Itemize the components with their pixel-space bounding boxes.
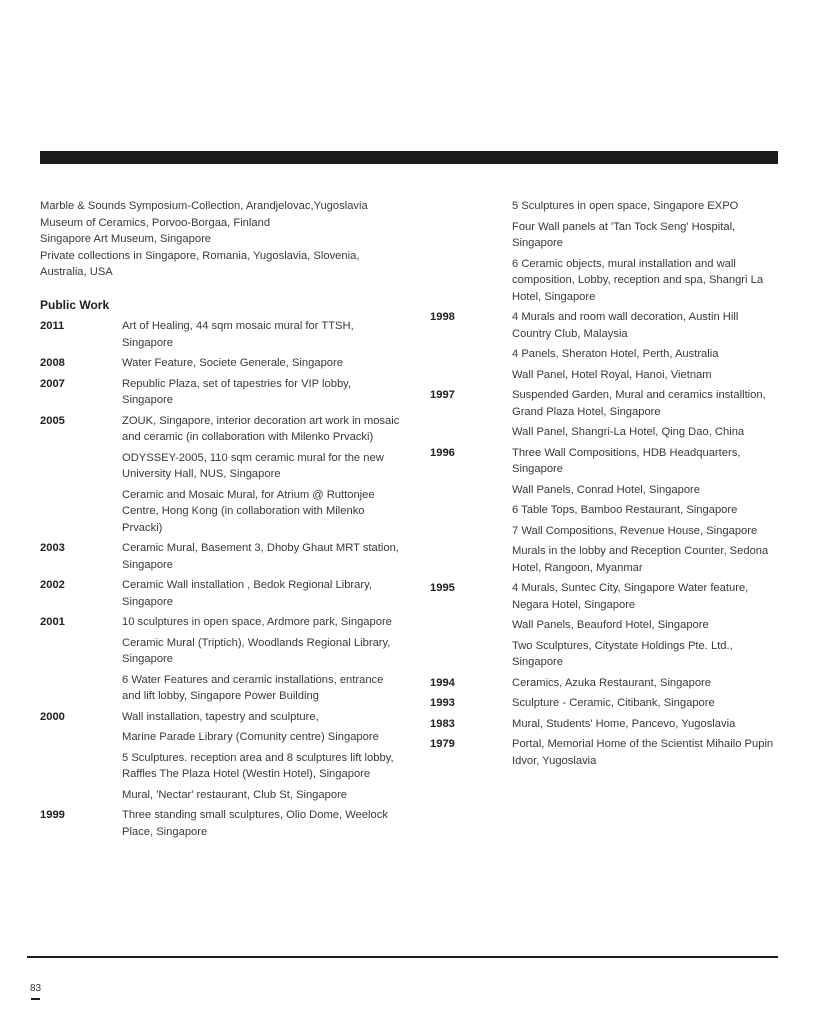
entries	[122, 709, 400, 804]
collection-line: Singapore Art Museum, Singapore	[40, 233, 212, 245]
work-entry: Wall Panel, Hotel Royal, Hanoi, Vietnam	[512, 368, 712, 381]
timeline-row	[40, 577, 400, 610]
year-label: 1979	[430, 738, 455, 750]
timeline-row	[40, 709, 400, 804]
left-timeline	[40, 318, 400, 840]
right-column	[430, 198, 780, 773]
entries	[512, 445, 780, 577]
work-entry: Marine Parade Library (Comunity centre) Singapore	[122, 731, 379, 743]
work-entry: Wall Panels, Beauford Hotel, Singapore	[512, 619, 709, 631]
entries	[122, 807, 400, 840]
year-label: 1994	[430, 676, 455, 689]
work-entry: Murals in the lobby and Reception Counter, Sedona Hotel, Rangoon, Myanmar	[512, 545, 769, 574]
work-entry: 10 sculptures in open space, Ardmore park, Singapore	[122, 616, 392, 628]
timeline-row	[430, 198, 780, 305]
work-entry: Wall installation, tapestry and sculpture,	[122, 710, 319, 723]
collection-line: Museum of Ceramics, Porvoo-Borgaa, Finland	[40, 216, 271, 229]
work-entry: Water Feature, Societe Generale, Singapore	[122, 357, 343, 369]
collection-line: Marble & Sounds Symposium-Collection, Arandjelovac,Yugoslavia	[40, 200, 368, 212]
year-label	[430, 198, 512, 305]
entries	[512, 716, 780, 733]
work-entry: 4 Panels, Sheraton Hotel, Perth, Australia	[512, 348, 719, 360]
section-title-public-work: Public Work	[40, 297, 110, 312]
header-bar	[40, 151, 778, 164]
year-label: 1996	[430, 446, 455, 459]
right-timeline	[430, 198, 780, 769]
work-entry: 4 Murals, Suntec City, Singapore Water feature, Negara Hotel, Singapore	[512, 582, 749, 611]
entries	[512, 309, 780, 383]
page-number-dash	[31, 998, 40, 1000]
work-entry: Art of Healing, 44 sqm mosaic mural for TTSH, Singapore	[122, 320, 354, 349]
entries	[122, 355, 400, 372]
work-entry: 6 Water Features and ceramic installations, entrance and lift lobby, Singapore Power Building	[122, 673, 384, 702]
year-label: 1998	[430, 311, 455, 323]
work-entry: Ceramic Wall installation , Bedok Regional Library, Singapore	[122, 579, 372, 608]
footer-rule	[27, 956, 778, 958]
work-entry: Two Sculptures, Citystate Holdings Pte. Ltd., Singapore	[512, 639, 733, 668]
year-label: 2001	[40, 616, 65, 628]
left-column	[40, 198, 400, 844]
entries	[512, 695, 780, 712]
timeline-row	[40, 413, 400, 537]
timeline-row	[430, 387, 780, 441]
entries	[122, 540, 400, 573]
work-entry: Four Wall panels at 'Tan Tock Seng' Hospital, Singapore	[512, 220, 736, 249]
work-entry: Mural, 'Nectar' restaurant, Club St, Singapore	[122, 788, 348, 801]
year-label: 2011	[40, 320, 65, 332]
timeline-row	[40, 355, 400, 372]
entries	[122, 318, 400, 351]
work-entry: Three Wall Compositions, HDB Headquarters, Singapore	[512, 446, 741, 475]
timeline-row	[40, 614, 400, 705]
work-entry: Wall Panel, Shangri-La Hotel, Qing Dao, China	[512, 426, 745, 438]
year-label: 1993	[430, 697, 455, 709]
page-number: 83	[30, 983, 42, 994]
timeline-row	[430, 716, 780, 733]
timeline-row	[430, 580, 780, 671]
timeline-row	[430, 445, 780, 577]
work-entry: Sculpture - Ceramic, Citibank, Singapore	[512, 697, 715, 709]
timeline-row	[430, 695, 780, 712]
work-entry: 7 Wall Compositions, Revenue House, Singapore	[512, 524, 758, 537]
work-entry: 5 Sculptures in open space, Singapore EXPO	[512, 200, 739, 212]
entries	[122, 413, 400, 537]
work-entry: Three standing small sculptures, Olio Dome, Weelock Place, Singapore	[122, 809, 388, 838]
year-label: 2003	[40, 542, 65, 554]
work-entry: 6 Table Tops, Bamboo Restaurant, Singapore	[512, 504, 738, 516]
year-label: 2002	[40, 579, 65, 591]
work-entry: ODYSSEY-2005, 110 sqm ceramic mural for the new University Hall, NUS, Singapore	[122, 451, 384, 480]
year-label: 2000	[40, 710, 65, 723]
entries	[512, 675, 780, 692]
timeline-row	[40, 318, 400, 351]
year-label: 1999	[40, 809, 65, 821]
entries	[512, 198, 780, 305]
timeline-row	[40, 540, 400, 573]
work-entry: Ceramic Mural (Triptich), Woodlands Regional Library, Singapore	[122, 636, 391, 665]
year-label: 2005	[40, 414, 65, 427]
year-label: 1997	[430, 389, 455, 401]
timeline-row	[430, 675, 780, 692]
work-entry: Suspended Garden, Mural and ceramics installtion, Grand Plaza Hotel, Singapore	[512, 389, 766, 418]
work-entry: Ceramics, Azuka Restaurant, Singapore	[512, 676, 711, 689]
year-label: 1983	[430, 717, 455, 730]
collections-list	[40, 198, 400, 281]
timeline-row	[430, 736, 780, 769]
timeline-row	[40, 807, 400, 840]
year-label: 1995	[430, 582, 455, 594]
year-label: 2008	[40, 357, 65, 369]
work-entry: Ceramic Mural, Basement 3, Dhoby Ghaut MRT station, Singapore	[122, 542, 399, 571]
year-label: 2007	[40, 377, 65, 390]
entries	[512, 580, 780, 671]
work-entry: Mural, Students' Home, Pancevo, Yugoslavia	[512, 717, 736, 730]
entries	[122, 614, 400, 705]
work-entry: Portal, Memorial Home of the Scientist Mihailo Pupin Idvor, Yugoslavia	[512, 738, 774, 767]
timeline-row	[40, 376, 400, 409]
work-entry: ZOUK, Singapore, interior decoration art work in mosaic and ceramic (in collaboration with Milenko Prvacki)	[122, 414, 400, 443]
collection-line: Private collections in Singapore, Romania, Yugoslavia, Slovenia, Australia, USA	[40, 249, 360, 278]
timeline-row	[430, 309, 780, 383]
work-entry: Ceramic and Mosaic Mural, for Atrium @ Ruttonjee Centre, Hong Kong (in collaboration with Milenko Prvacki)	[122, 488, 375, 534]
work-entry: 6 Ceramic objects, mural installation and wall composition, Lobby, reception and spa, Shangri La Hotel, Singapore	[512, 257, 764, 303]
work-entry: Wall Panels, Conrad Hotel, Singapore	[512, 483, 701, 496]
entries	[512, 736, 780, 769]
work-entry: 5 Sculptures. reception area and 8 sculptures lift lobby, Raffles The Plaza Hotel (Westin Hotel), Singapore	[122, 751, 394, 780]
entries	[512, 387, 780, 441]
entries	[122, 376, 400, 409]
work-entry: 4 Murals and room wall decoration, Austin Hill Country Club, Malaysia	[512, 311, 739, 340]
entries	[122, 577, 400, 610]
work-entry: Republic Plaza, set of tapestries for VIP lobby, Singapore	[122, 377, 352, 406]
